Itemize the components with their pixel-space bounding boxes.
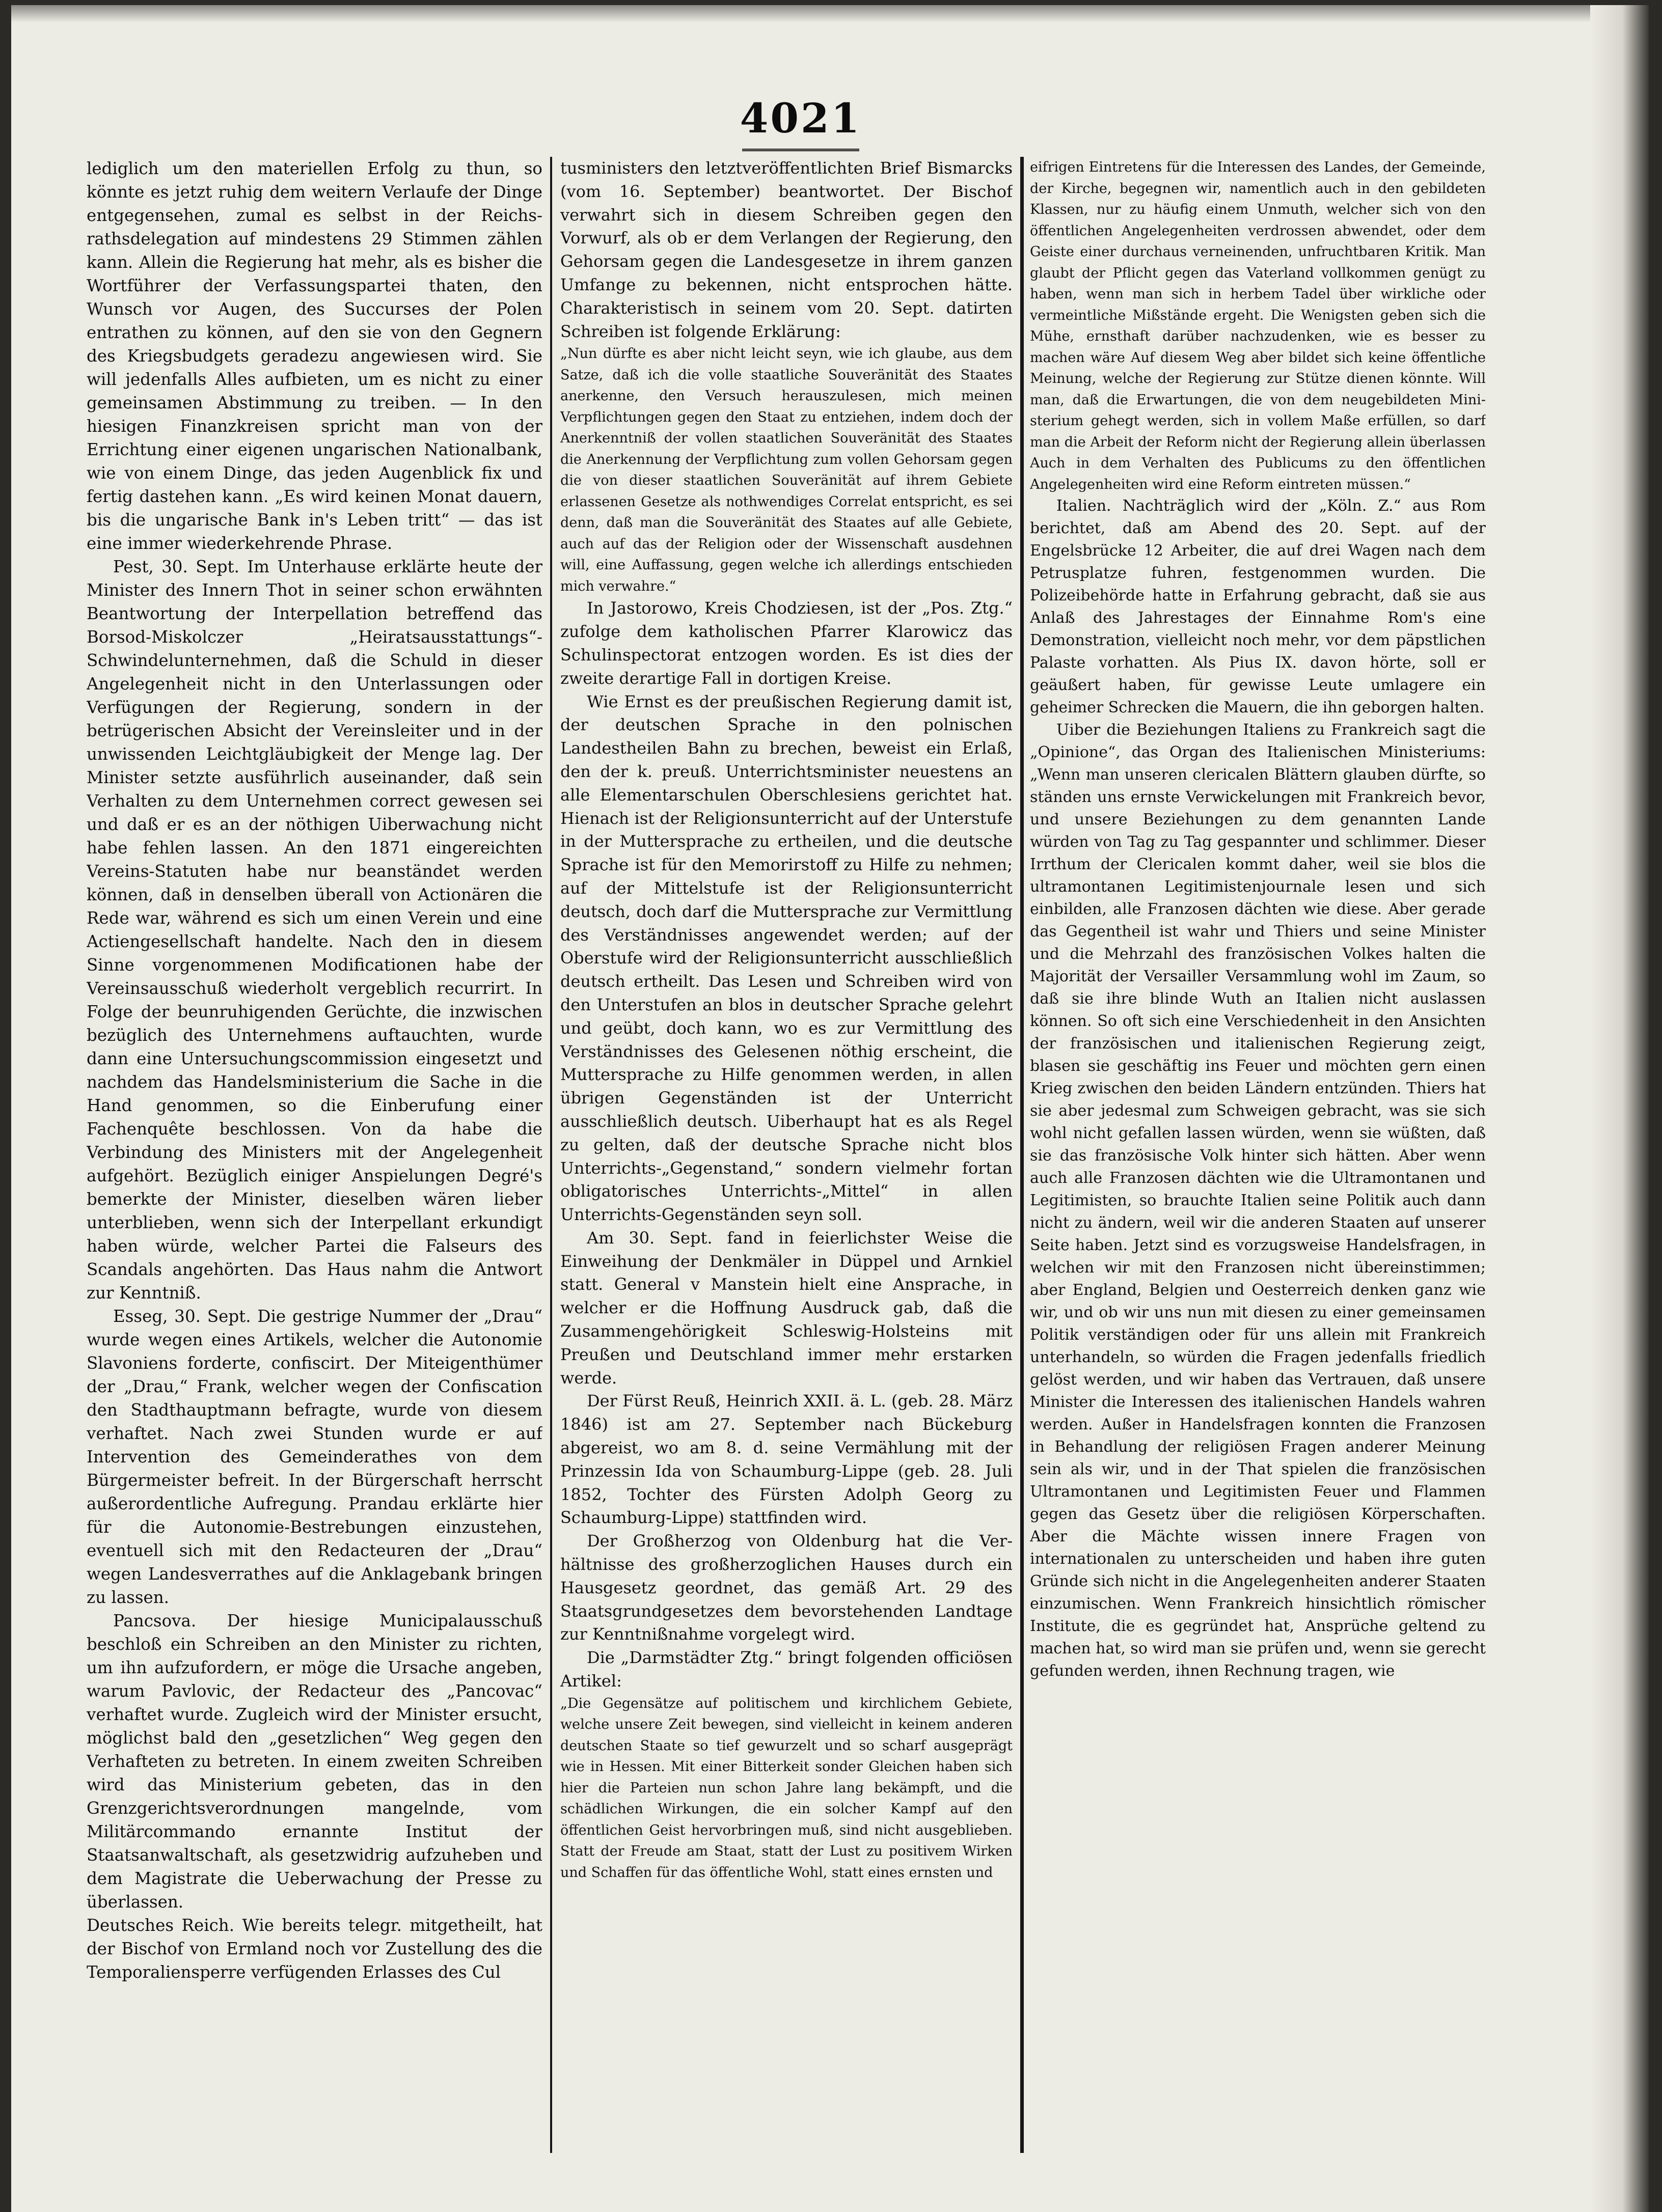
- article-deutsches-reich: Deutsches Reich. Wie bereits telegr. mitgetheilt, hat der Bischof von Ermland noch vor Zustellung des die Temporaliensperre verfügenden Erlasses des Cul: [87, 1916, 542, 1982]
- column-rule-1: [550, 157, 552, 2153]
- article-jastorowo: In Jastorowo, Kreis Chodziesen, ist der „Pos. Ztg.“ zufolge dem katholischen Pfarrer Klarowicz das Schulinspectorat entzogen worden. Es ist dies der zweite derartige Fall in dortigen Kreise.: [560, 598, 1013, 688]
- column-3: [1030, 157, 1486, 2173]
- article-paragraph: lediglich um den materiellen Erfolg zu thun, so könnte es jetzt ruhig dem weitern Verlaufe der Dinge entgegensehen, zumal es selbst in der Reichsrathsdelegation auf mindestens 29 Stimmen zählen kann. Allein die Regierung hat mehr, als es bisher die Wortführer der Verfassungspartei thaten, den Wunsch vor Augen, des Succurses der Polen entrathen zu können, auf den sie von den Gegnern des Kriegsbudgets geradezu angewiesen wird. Sie will jedenfalls Alles aufbieten, um es nicht zu einer gemeinsamen Abstimmung zu treiben. — In den hiesigen Finanzkreisen spricht man von der Errichtung einer eigenen ungarischen Nationalbank, wie von einem Dinge, das jeden Augenblick fix und fertig dastehen kann. „Es wird keinen Monat dauern, bis die ungarische Bank in's Leben tritt“ — das ist eine immer wiederkehrende Phrase.: [87, 159, 542, 553]
- article-opinione: Uiber die Beziehungen Italiens zu Frankreich sagt die „Opinione“, das Organ des Italienischen Ministeriums: „Wenn man unseren clericalen Blättern glauben dürfte, so ständen uns ernste Verwickelungen mit Frankreich bevor, und unsere Beziehungen zu dem genannten Lande würden von Tag zu Tag gespannter und schlimmer. Dieser Irrthum der Clericalen kommt daher, weil sie blos die ultramontanen Legitimistenjournale lesen und sich einbilden, alle Franzosen dächten wie diese. Aber gerade das Gegentheil ist wahr und Thiers und seine Minister und die Mehrzahl des französischen Volkes halten die Majorität der Versailler Versammlung wohl im Zaum, so daß sie ihre blinde Wuth an Italien nicht auslassen können. So oft sich eine Verschiedenheit in den Ansichten der französischen und italienischen Regierung zeigt, blasen sie geschäftig ins Feuer und möchten gern einen Krieg zwischen den beiden Ländern entzünden. Thiers hat sie aber jedesmal zum Schweigen gebracht, was sie sich wohl nicht gefallen lassen würden, wenn sie wüßten, daß sie das französische Volk hinter sich hätten. Aber wenn auch alle Franzosen dächten wie die Ultramontanen und Legitimisten, so brauchte Italien seine Politik auch dann nicht zu ändern, weil wir die anderen Staaten auf unserer Seite haben. Jetzt sind es vorzugsweise Handelsfragen, in welchen wir mit den Franzosen nicht übereinstimmen; aber England, Belgien und Oesterreich denken ganz wie wir, und ob wir uns nun mit diesen zu einer gemeinsamen Politik verständigen oder für uns allein mit Frankreich unterhandeln, so würden die Fragen jedenfalls friedlich gelöst werden, und wir haben das Vertrauen, daß unsere Minister die Interessen des italienischen Handels wahren werden. Außer in Handelsfragen konnten die Franzosen in Behandlung der religiösen Fragen anderer Meinung sein als wir, und in der That spielen die französischen Ultramontanen und Legitimisten Feuer und Flammen gegen das Gesetz über die religiösen Körperschaften. Aber die Mächte wissen innere Fragen von internationalen zu unterscheiden und haben ihre guten Gründe sich nicht in die Angelegenheiten anderer Staaten einzumischen. Wenn Frankreich hinsichtlich römischer Institute, die es gegründet hat, Ansprüche geltend zu machen hat, so wird man sie prüfen und, wenn sie gerecht gefunden werden, ihnen Rechnung tragen, wie: [1030, 721, 1486, 1680]
- article-pest: Pest, 30. Sept. Im Unterhause erklärte heute der Minister des Innern Thot in seiner schon erwähnten Beantwortung der Interpellation betreffend das Borsod-Miskolczer „Heiratsausstattungs“-Schwindelunternehmen, daß die Schuld in dieser Angelegenheit nicht in den Unterlassungen oder Verfügungen der Regierung, sondern in der betrügerischen Absicht der Vereinsleiter und in der unwissenden Leichtgläubigkeit der Menge lag. Der Minister setzte ausführlich auseinander, daß sein Verhalten zu dem Unternehmen correct gewesen sei und daß er es an der nöthigen Uiberwachung nicht habe fehlen lassen. An den 1871 eingereichten Vereins-Statuten habe nur beanständet werden können, daß in denselben überall von Actionären die Rede war, während es sich um einen Verein und eine Actiengesellschaft handelte. Nach den in diesem Sinne vorgenommenen Modificationen habe der Vereinsausschuß wiederholt vergeblich recurrirt. In Folge der beunruhigenden Gerüchte, die inzwischen bezüglich des Unternehmens auftauchten, wurde dann eine Untersuchungscommission eingesetzt und nachdem das Handelsministerium die Sache in die Hand genommen, so die Einberufung einer Fachenquête beschlossen. Von da habe die Verbindung des Ministers mit der Angelegenheit aufgehört. Bezüglich einiger Anspielungen Degré's bemerkte der Minister, dieselben wären lieber unterblieben, wenn sich der Interpellant erkundigt haben würde, welcher Partei die Falseurs des Scandals angehörten. Das Haus nahm die Antwort zur Kenntniß.: [87, 557, 542, 1303]
- article-pancsova: Pancsova. Der hiesige Municipalausschuß beschloß ein Schreiben an den Minister zu richten, um ihn aufzufordern, er möge die Ursache angeben, warum Pavlovic, der Redacteur des „Pancovac“ verhaftet wurde. Zugleich wird der Minister ersucht, möglichst bald den „gesetzlichen“ Weg gegen den Verhafteten zu betreten. In einem zweiten Schreiben wird das Ministerium gebeten, das in den Grenzgerichtsverordnungen mangelnde, vom Militärcommando ernannte Institut der Staatsanwaltschaft, als gesetzwidrig aufzuheben und dem Magistrate die Ueberwachung der Presse zu überlassen.: [87, 1611, 542, 1912]
- article-darmstadt-intro: Die „Darmstädter Ztg.“ bringt folgenden officiösen Artikel:: [560, 1648, 1013, 1691]
- column-1: [87, 157, 542, 2173]
- column-2: [560, 157, 1013, 2173]
- article-esseg: Esseg, 30. Sept. Die gestrige Nummer der „Drau“ wurde wegen eines Artikels, welcher die Autonomie Slavoniens forderte, confiscirt. Der Miteigenthümer der „Drau,“ Frank, welcher wegen der Confiscation den Stadthauptmann befragte, wurde von diesem verhaftet. Nach zwei Stunden wurde er auf Intervention des Gemeinderathes von dem Bürgermeister befreit. In der Bürgerschaft herrscht außerordentliche Aufregung. Prandau erklärte hier für die Autonomie-Bestrebungen einzustehen, eventuell sich mit den Redacteuren der „Drau“ wegen Landesverrathes auf die Anklagebank bringen zu lassen.: [87, 1307, 542, 1607]
- quoted-darmstadt-continued: eifrigen Eintretens für die Interessen des Landes, der Gemeinde, der Kirche, begegnen wir, namentlich auch in den gebildeten Klassen, nur zu häufig einem Unmuth, welcher sich von den öffentlichen Angelegenheiten verdrossen abwendet, oder dem Geiste einer durchaus verneinenden, unfruchtbaren Kritik. Man glaubt der Pflicht gegen das Vaterland vollkommen genügt zu haben, wenn man sich in herbem Tadel über wirkliche oder vermeintliche Mißstände ergeht. Die Wenigsten geben sich die Mühe, ernsthaft darüber nachzudenken, wie es besser zu machen wäre Auf diesem Weg aber bildet sich keine öffentliche Meinung, welche der Regierung zur Stütze dienen könnte. Will man, daß die Erwartungen, die von dem neugebildeten Ministerium gehegt werden, sich in vollem Maße erfüllen, so darf man die Arbeit der Reform nicht der Regierung allein überlassen Auch in dem Verhalten des Publicums zu den öffentlichen Angelegenheiten wird eine Reform eintreten müssen.“: [1030, 159, 1486, 492]
- page-number-underline: [742, 144, 859, 151]
- article-reuss: Der Fürst Reuß, Heinrich XXII. ä. L. (geb. 28. März 1846) ist am 27. September nach Bückeburg abgereist, wo am 8. d. seine Vermählung mit der Prinzessin Ida von Schaumburg-Lippe (geb. 28. Juli 1852, Tochter des Fürsten Adolph Georg zu Schaumburg-Lippe) stattfinden wird.: [560, 1391, 1013, 1528]
- column-rule-2: [1020, 157, 1024, 2153]
- article-italien: Italien. Nachträglich wird der „Köln. Z.“ aus Rom berichtet, daß am Abend des 20. Sept. auf der Engelsbrücke 12 Arbeiter, die auf drei Wagen nach dem Petrusplatze fuhren, festgenommen wurden. Die Polizeibehörde hatte in Erfahrung gebracht, daß sie aus Anlaß des Jahrestages der Einnahme Rom's eine Demonstration, vielleicht noch mehr, vor dem päpstlichen Palaste vorhatten. Als Pius IX. davon hörte, soll er geäußert haben, für gewisse Leute umlagere ein geheimer Schrecken die Mauern, die ihn geborgen halten.: [1030, 497, 1486, 716]
- newspaper-page: [11, 5, 1649, 2212]
- page-number: 4021: [740, 94, 862, 142]
- scan-shadow-top: [11, 5, 1649, 22]
- article-oldenburg: Der Großherzog von Oldenburg hat die Verhältnisse des großherzoglichen Hauses durch ein Hausgesetz geordnet, das gemäß Art. 29 des Staatsgrundgesetzes dem bevorstehenden Landtage zur Kenntnißnahme vorgelegt wird.: [560, 1531, 1013, 1644]
- quoted-darmstadt: „Die Gegensätze auf politischem und kirchlichem Gebiete, welche unsere Zeit bewegen, sind vielleicht in keinem anderen deutschen Staate so tief gewurzelt und so scharf ausgeprägt wie in Hessen. Mit einer Bitterkeit sonder Gleichen haben sich hier die Parteien nun schon Jahre lang bekämpft, und die schädlichen Wirkungen, die ein solcher Kampf auf den öffentlichen Geist hervorbringen muß, sind nicht ausgeblieben. Statt der Freude am Staat, statt der Lust zu positivem Wirken und Schaffen für das öffentliche Wohl, statt eines ernsten und: [560, 1695, 1013, 1881]
- scan-shadow-right: [1590, 5, 1649, 2212]
- article-dueppel: Am 30. Sept. fand in feierlichster Weise die Einweihung der Denkmäler in Düppel und Arnkiel statt. General v Manstein hielt eine Ansprache, in welcher er die Hoffnung Ausdruck gab, daß die Zusammengehörigkeit Schleswig-Holsteins mit Preußen und Deutschland immer mehr erstarken werde.: [560, 1228, 1013, 1388]
- article-paragraph: tusministers den letztveröffentlichten Brief Bismarcks (vom 16. September) beantwortet. Der Bischof verwahrt sich in diesem Schreiben gegen den Vorwurf, als ob er dem Verlangen der Regierung, den Gehorsam gegen die Landesgesetze in ihrem ganzen Umfange zu bekennen, nicht entsprochen hätte. Charakteristisch in seinem vom 20. Sept. datirten Schreiben ist folgende Erklärung:: [560, 158, 1013, 341]
- quoted-declaration: „Nun dürfte es aber nicht leicht seyn, wie ich glaube, aus dem Satze, daß ich die volle staatliche Souveränität des Staates anerkenne, den Versuch herauszulesen, mich meinen Verpflichtungen gegen den Staat zu entziehen, indem doch der Anerkenntniß der vollen staatlichen Souveränität des Staates die Anerkennung der Verpflichtung zum vollen Gehorsam gegen die von dieser staatlichen Souveränität auf ihrem Gebiete erlassenen Gesetze als nothwendiges Correlat entspricht, es sei denn, daß man die Souveränität des Staates auf alle Gebiete, auch auf das der Religion oder der Wissenschaft ausdehnen will, eine Auffassung, gegen welche ich allerdings entschieden mich verwahre.“: [560, 346, 1013, 594]
- article-language-decree: Wie Ernst es der preußischen Regierung damit ist, der deutschen Sprache in den polnischen Landestheilen Bahn zu brechen, beweist ein Erlaß, den der k. preuß. Unterrichtsminister neuestens an alle Elementarschulen Oberschlesiens gerichtet hat. Hienach ist der Religionsunterricht auf der Unterstufe in der Muttersprache zu ertheilen, und die deutsche Sprache ist für den Memorirstoff zu Hilfe zu nehmen; auf der Mittelstufe ist der Religionsunterricht deutsch, doch darf die Muttersprache zur Vermittlung des Verständnisses angewendet werden; auf der Oberstufe wird der Religionsunterricht ausschließlich deutsch ertheilt. Das Lesen und Schreiben wird von den Unterstufen an blos in deutscher Sprache gelehrt und geübt, doch kann, wo es zur Vermittlung des Verständnisses des Gelesenen nöthig erscheint, die Muttersprache zu Hilfe genommen werden, in allen übrigen Gegenständen ist der Unterricht ausschließlich deutsch. Uiberhaupt hat es als Regel zu gelten, daß der deutsche Sprache nicht blos Unterrichts-„Gegenstand,“ sondern vielmehr fortan obligatorisches Unterrichts-„Mittel“ in allen Unterrichts-Gegenständen seyn soll.: [560, 692, 1013, 1225]
